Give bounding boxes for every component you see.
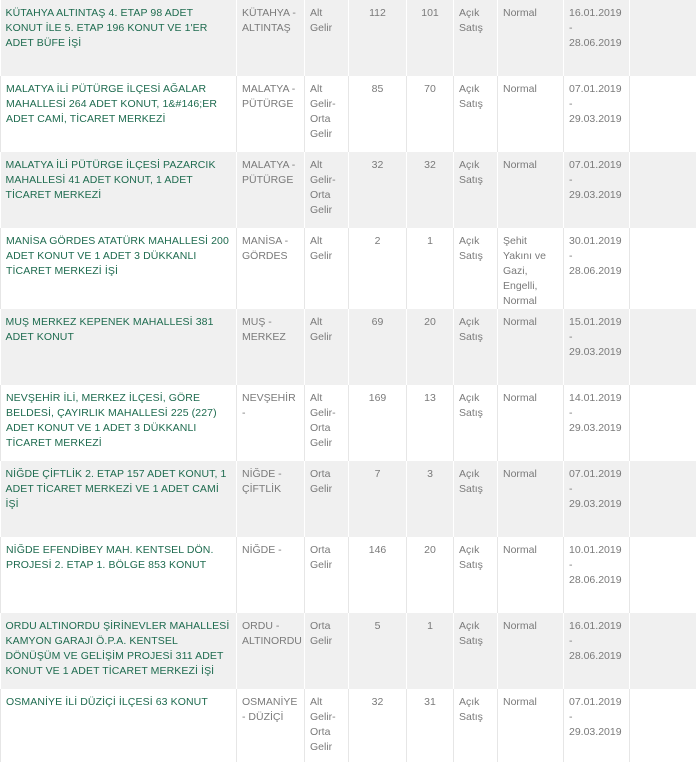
sale-type-cell: Normal [498, 309, 564, 385]
sale-type-cell: Normal [498, 152, 564, 228]
remaining-units-cell: 70 [407, 76, 454, 152]
remaining-units-cell: 31 [407, 689, 454, 762]
income-group-cell: Alt Gelir-Orta Gelir [305, 689, 349, 762]
total-units-cell: 169 [349, 385, 407, 461]
sale-type-cell: Normal [498, 689, 564, 762]
total-units-cell: 5 [349, 613, 407, 689]
project-name-cell [1, 385, 237, 461]
date-separator: - [569, 635, 573, 647]
project-name-link[interactable]: ORDU ALTINORDU ŞİRİNEVLER MAHALLESİ KAMYON GARAJI Ö.P.A. KENTSEL DÖNÜŞÜM VE GELİŞİM PROJESİ 311 ADET KONUT VE 1 ADET TİCARET MERKEZİ İŞİ [5, 620, 230, 677]
date-start: 07.01.2019 [569, 83, 622, 95]
date-range-cell [564, 461, 630, 537]
income-group-cell: Orta Gelir [305, 461, 349, 537]
date-start: 14.01.2019 [569, 392, 622, 404]
table-row[interactable] [1, 0, 696, 76]
city-district-cell: ORDU - ALTINORDU [237, 613, 305, 689]
income-group-cell: Orta Gelir [305, 537, 349, 613]
date-end: 29.03.2019 [569, 189, 622, 201]
date-range-cell [564, 309, 630, 385]
remaining-units-cell: 20 [407, 309, 454, 385]
project-name-link[interactable]: NEVŞEHİR İLİ, MERKEZ İLÇESİ, GÖRE BELDESİ, ÇAYIRLIK MAHALLESİ 225 (227) ADET KONUT VE 1 ADET 3 DÜKKANLI TİCARET MERKEZİ [6, 392, 217, 449]
date-range-cell [564, 537, 630, 613]
total-units-cell: 146 [349, 537, 407, 613]
sale-method-cell: Açık Satış [454, 385, 498, 461]
sale-type-cell: Normal [498, 613, 564, 689]
date-start: 07.01.2019 [569, 696, 622, 708]
date-range-cell [564, 152, 630, 228]
sale-type-cell: Normal [498, 537, 564, 613]
date-start: 30.01.2019 [569, 235, 622, 247]
action-cell [630, 689, 696, 762]
date-end: 29.03.2019 [569, 422, 622, 434]
total-units-cell: 2 [349, 228, 407, 309]
date-separator: - [569, 483, 573, 495]
sale-method-cell: Açık Satış [454, 152, 498, 228]
table-row[interactable] [1, 613, 696, 689]
sale-method-cell: Açık Satış [454, 689, 498, 762]
action-cell [630, 461, 696, 537]
date-range-cell [564, 228, 630, 309]
sale-method-cell: Açık Satış [454, 309, 498, 385]
total-units-cell: 112 [349, 0, 407, 76]
date-separator: - [569, 98, 573, 110]
table-row[interactable] [1, 76, 696, 152]
income-group-cell: Alt Gelir-Orta Gelir [305, 152, 349, 228]
project-name-link[interactable]: KÜTAHYA ALTINTAŞ 4. ETAP 98 ADET KONUT İLE 5. ETAP 196 KONUT VE 1'ER ADET BÜFE İŞİ [5, 7, 208, 49]
date-start: 07.01.2019 [569, 159, 622, 171]
project-name-link[interactable]: NİĞDE EFENDİBEY MAH. KENTSEL DÖN. PROJESİ 2. ETAP 1. BÖLGE 853 KONUT [6, 544, 214, 571]
sale-method-cell: Açık Satış [454, 0, 498, 76]
city-district-cell: NİĞDE - [237, 537, 305, 613]
action-cell [630, 309, 696, 385]
date-start: 07.01.2019 [569, 468, 622, 480]
project-name-cell [1, 537, 237, 613]
action-cell [630, 76, 696, 152]
table-row[interactable] [1, 385, 696, 461]
table-row[interactable] [1, 228, 696, 309]
income-group-cell: Alt Gelir [305, 0, 349, 76]
date-separator: - [569, 174, 573, 186]
project-name-cell [1, 689, 237, 762]
table-row[interactable] [1, 152, 696, 228]
project-name-link[interactable]: MALATYA İLİ PÜTÜRGE İLÇESİ AĞALAR MAHALLESİ 264 ADET KONUT, 1&#146;ER ADET CAMİ, TİCARET MERKEZİ [6, 83, 218, 125]
date-range-cell [564, 689, 630, 762]
income-group-cell: Alt Gelir [305, 228, 349, 309]
action-cell [630, 228, 696, 309]
sale-type-cell: Normal [498, 385, 564, 461]
remaining-units-cell: 32 [407, 152, 454, 228]
table-row[interactable] [1, 689, 696, 762]
date-separator: - [569, 331, 573, 343]
date-end: 28.06.2019 [569, 37, 622, 49]
project-name-link[interactable]: MANİSA GÖRDES ATATÜRK MAHALLESİ 200 ADET KONUT VE 1 ADET 3 DÜKKANLI TİCARET MERKEZİ İŞİ [6, 235, 229, 277]
date-start: 15.01.2019 [569, 316, 622, 328]
remaining-units-cell: 3 [407, 461, 454, 537]
date-end: 29.03.2019 [569, 346, 622, 358]
city-district-cell: MALATYA - PÜTÜRGE [237, 152, 305, 228]
action-cell [630, 385, 696, 461]
date-start: 16.01.2019 [569, 7, 622, 19]
date-range-cell [564, 385, 630, 461]
city-district-cell: MANİSA - GÖRDES [237, 228, 305, 309]
action-cell [630, 0, 696, 76]
action-cell [630, 537, 696, 613]
date-end: 29.03.2019 [569, 498, 622, 510]
date-end: 28.06.2019 [569, 650, 622, 662]
sale-method-cell: Açık Satış [454, 228, 498, 309]
city-district-cell: NİĞDE - ÇİFTLİK [237, 461, 305, 537]
project-name-link[interactable]: MALATYA İLİ PÜTÜRGE İLÇESİ PAZARCIK MAHALLESİ 41 ADET KONUT, 1 ADET TİCARET MERKEZİ [5, 159, 216, 201]
table-body [1, 0, 696, 762]
sale-method-cell: Açık Satış [454, 613, 498, 689]
action-cell [630, 613, 696, 689]
table-row[interactable] [1, 309, 696, 385]
date-end: 29.03.2019 [569, 113, 622, 125]
sale-method-cell: Açık Satış [454, 76, 498, 152]
date-end: 28.06.2019 [569, 265, 622, 277]
sale-type-cell: Normal [498, 76, 564, 152]
project-name-cell [1, 76, 237, 152]
date-end: 28.06.2019 [569, 574, 622, 586]
sale-type-cell: Şehit Yakını ve Gazi, Engelli, Normal [498, 228, 564, 309]
table-row[interactable] [1, 537, 696, 613]
sale-method-cell: Açık Satış [454, 461, 498, 537]
project-name-cell [1, 309, 237, 385]
income-group-cell: Alt Gelir-Orta Gelir [305, 385, 349, 461]
remaining-units-cell: 1 [407, 613, 454, 689]
date-separator: - [569, 711, 573, 723]
total-units-cell: 32 [349, 689, 407, 762]
total-units-cell: 32 [349, 152, 407, 228]
project-name-link[interactable]: MUŞ MERKEZ KEPENEK MAHALLESİ 381 ADET KONUT [5, 316, 214, 343]
project-name-cell [1, 0, 237, 76]
total-units-cell: 7 [349, 461, 407, 537]
remaining-units-cell: 20 [407, 537, 454, 613]
date-range-cell [564, 0, 630, 76]
action-cell [630, 152, 696, 228]
city-district-cell: MALATYA - PÜTÜRGE [237, 76, 305, 152]
date-separator: - [569, 407, 573, 419]
remaining-units-cell: 13 [407, 385, 454, 461]
date-start: 16.01.2019 [569, 620, 622, 632]
project-name-cell [1, 152, 237, 228]
project-name-cell [1, 613, 237, 689]
table-row[interactable] [1, 461, 696, 537]
date-separator: - [569, 250, 573, 262]
city-district-cell: KÜTAHYA - ALTINTAŞ [237, 0, 305, 76]
total-units-cell: 85 [349, 76, 407, 152]
sale-method-cell: Açık Satış [454, 537, 498, 613]
project-name-cell [1, 461, 237, 537]
date-end: 29.03.2019 [569, 726, 622, 738]
remaining-units-cell: 101 [407, 0, 454, 76]
project-name-link[interactable]: OSMANİYE İLİ DÜZİÇİ İLÇESİ 63 KONUT [6, 696, 208, 708]
city-district-cell: NEVŞEHİR - [237, 385, 305, 461]
sale-type-cell: Normal [498, 0, 564, 76]
date-separator: - [569, 22, 573, 34]
date-separator: - [569, 559, 573, 571]
date-range-cell [564, 76, 630, 152]
project-name-cell [1, 228, 237, 309]
income-group-cell: Alt Gelir-Orta Gelir [305, 76, 349, 152]
date-range-cell [564, 613, 630, 689]
total-units-cell: 69 [349, 309, 407, 385]
city-district-cell: OSMANİYE - DÜZİÇİ [237, 689, 305, 762]
income-group-cell: Orta Gelir [305, 613, 349, 689]
city-district-cell: MUŞ - MERKEZ [237, 309, 305, 385]
income-group-cell: Alt Gelir [305, 309, 349, 385]
date-start: 10.01.2019 [569, 544, 622, 556]
remaining-units-cell: 1 [407, 228, 454, 309]
project-name-link[interactable]: NİĞDE ÇİFTLİK 2. ETAP 157 ADET KONUT, 1 ADET TİCARET MERKEZİ VE 1 ADET CAMİ İŞİ [5, 468, 227, 510]
sale-type-cell: Normal [498, 461, 564, 537]
